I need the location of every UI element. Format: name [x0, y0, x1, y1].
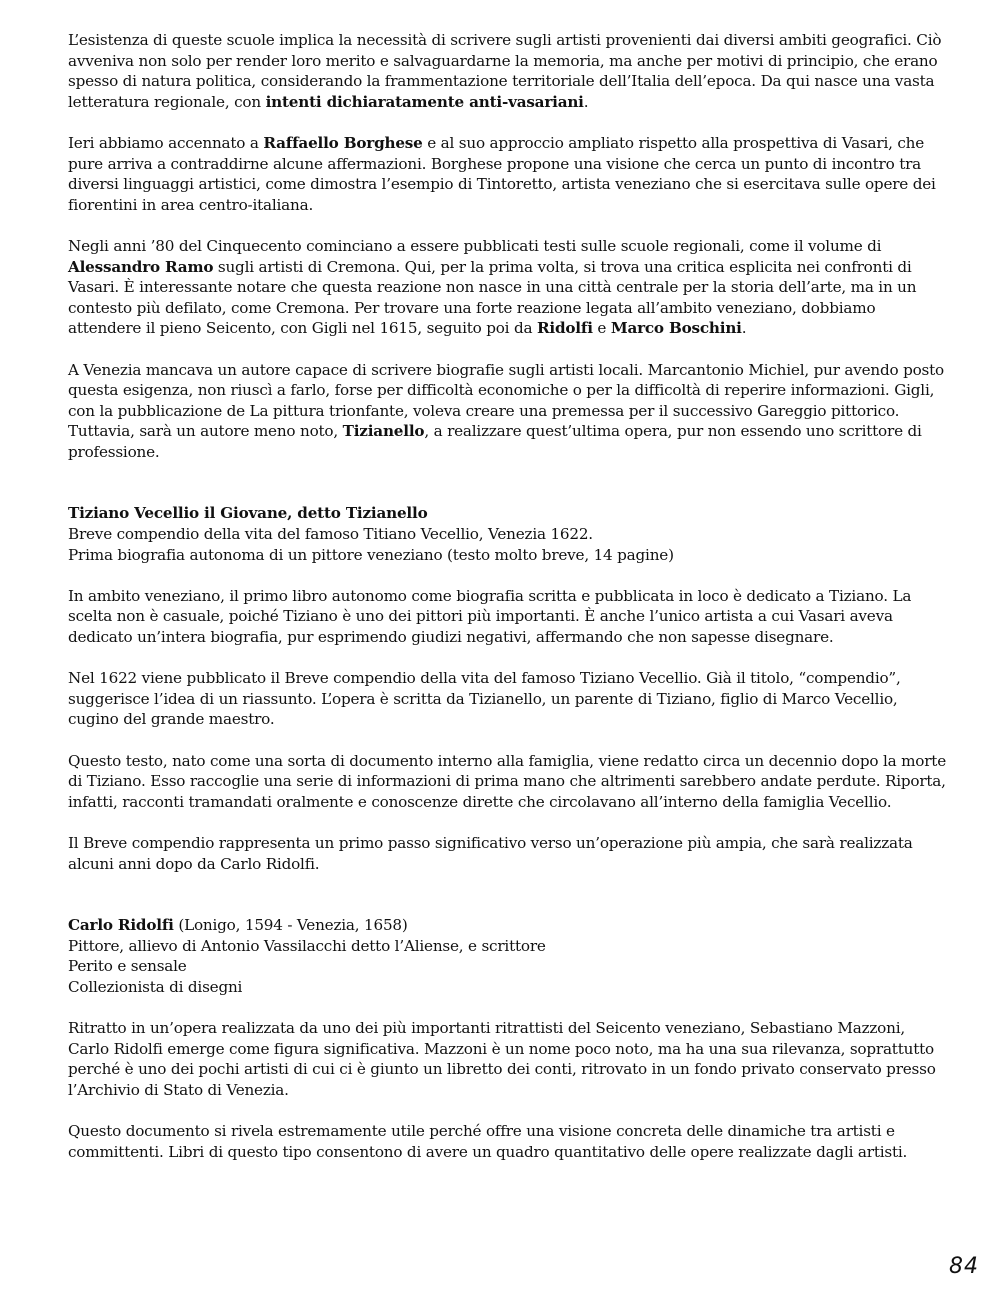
- text-run: .: [583, 92, 589, 111]
- bold-name: Marco Boschini: [610, 319, 742, 338]
- section-title: Carlo Ridolfi: [68, 916, 174, 935]
- document-page: [68, 30, 948, 1162]
- paragraph: Ritratto in un’opera realizzata da uno dei più importanti ritrattisti del Seicento veneziano, Sebastiano Mazzoni, Carlo Ridolfi emerge come figura significativa. Mazzoni è un nome poco noto, ma ha una sua rilevanza, soprattutto perché è uno dei pochi artisti di cui ci è giunto un libretto dei conti, ritrovato in un fondo privato conservato presso l’Archivio di Stato di Venezia.: [68, 1019, 936, 1099]
- paragraph: Il Breve compendio rappresenta un primo passo significativo verso un’operazione più ampia, che sarà realizzata alcuni anni dopo da Carlo Ridolfi.: [68, 833, 913, 873]
- text-run: sugli artisti di Cremona. Qui, per la prima volta, si trova una critica esplicita nei confronti di Vasari. È interessante notare che questa reazione non nasce in una città centrale per la storia dell’arte, ma in un contesto più defilato, come Cremona. Per trovare una forte reazione legata all’ambito veneziano, dobbiamo attendere il pieno Seicento, con Gigli nel 1615, seguito poi da: [68, 257, 917, 338]
- text-run: , a realizzare quest’ultima opera, pur non essendo uno scrittore di professione.: [68, 422, 922, 461]
- section-heading-ridolfi: [68, 915, 948, 936]
- section-subline: Breve compendio della vita del famoso Titiano Vecellio, Venezia 1622.: [68, 525, 593, 544]
- bold-name: Alessandro Ramo: [68, 257, 214, 276]
- bold-name: Ridolfi: [536, 319, 593, 338]
- text-run: A Venezia mancava un autore capace di scrivere biografie sugli artisti locali. Marcantonio Michiel, pur avendo posto questa esigenza, non riuscì a farlo, forse per difficoltà economiche o per la difficoltà di reperire informazioni. Gigli, con la pubblicazione de La pittura trionfante, voleva creare una premessa per il successivo Gareggio pittorico. Tuttavia, sarà un autore meno noto,: [68, 360, 944, 441]
- paragraph-borghese: [68, 133, 948, 215]
- text-run: L’esistenza di queste scuole implica la necessità di scrivere sugli artisti provenienti dai diversi ambiti geografici. Ciò avveniva non solo per render loro merito e salvaguardarne la memoria, ma anche per motivi di principio, che erano spesso di natura politica, considerando la frammentazione territoriale dell’Italia dell’epoca. Da qui nasce una vasta letteratura regionale, con: [68, 31, 942, 111]
- section-subline: Prima biografia autonoma di un pittore veneziano (testo molto breve, 14 pagine): [68, 545, 674, 564]
- paragraph: In ambito veneziano, il primo libro autonomo come biografia scritta e pubblicata in loco è dedicato a Tiziano. La scelta non è casuale, poiché Tiziano è uno dei pittori più importanti. È anche l’unico artista a cui Vasari aveva dedicato un’intera biografia, pur esprimendo giudizi negativi, affermando che non sapesse disegnare.: [68, 586, 912, 647]
- section-subline: Perito e sensale: [68, 957, 187, 976]
- section-subline: Pittore, allievo di Antonio Vassilacchi detto l’Aliense, e scrittore: [68, 936, 546, 955]
- page-number: 84: [949, 1254, 979, 1279]
- section-heading-tizianello: [68, 503, 948, 524]
- section-title-dates: (Lonigo, 1594 - Venezia, 1658): [173, 916, 408, 935]
- paragraph-regional-schools: [68, 30, 948, 112]
- section-subline: Collezionista di disegni: [68, 977, 243, 996]
- paragraph: Nel 1622 viene pubblicato il Breve compendio della vita del famoso Tiziano Vecellio. Già il titolo, “compendio”, suggerisce l’idea di un riassunto. L’opera è scritta da Tizianello, un parente di Tiziano, figlio di Marco Vecellio, cugino del grande maestro.: [68, 669, 901, 729]
- bold-name: Tizianello: [342, 422, 425, 441]
- section-title: Tiziano Vecellio il Giovane, detto Tizianello: [68, 504, 428, 523]
- paragraph: Questo testo, nato come una sorta di documento interno alla famiglia, viene redatto circa un decennio dopo la morte di Tiziano. Esso raccoglie una serie di informazioni di prima mano che altrimenti sarebbero andate perdute. Riporta, infatti, racconti tramandati oralmente e conoscenze dirette che circolavano all’interno della famiglia Vecellio.: [68, 751, 946, 811]
- paragraph: Questo documento si rivela estremamente utile perché offre una visione concreta delle dinamiche tra artisti e committenti. Libri di questo tipo consentono di avere un quadro quantitativo delle opere realizzate dagli artisti.: [68, 1122, 908, 1161]
- text-run: Negli anni ’80 del Cinquecento cominciano a essere pubblicati testi sulle scuole regionali, come il volume di: [68, 236, 882, 255]
- text-run: e al suo approccio ampliato rispetto alla prospettiva di Vasari, che pure arriva a contraddirne alcune affermazioni. Borghese propone una visione che cerca un punto di incontro tra diversi linguaggi artistici, come dimostra l’esempio di Tintoretto, artista veneziano che si esercitava sulle opere dei fiorentini in area centro-italiana.: [68, 133, 936, 214]
- text-run: Ieri abbiamo accennato a: [68, 133, 264, 152]
- paragraph-venezia: [68, 360, 948, 463]
- text-run: e: [592, 319, 611, 338]
- paragraph-ramo: [68, 236, 948, 339]
- bold-name: Raffaello Borghese: [263, 133, 423, 152]
- text-run: .: [741, 319, 747, 338]
- bold-phrase: intenti dichiaratamente anti-vasariani: [265, 92, 584, 111]
